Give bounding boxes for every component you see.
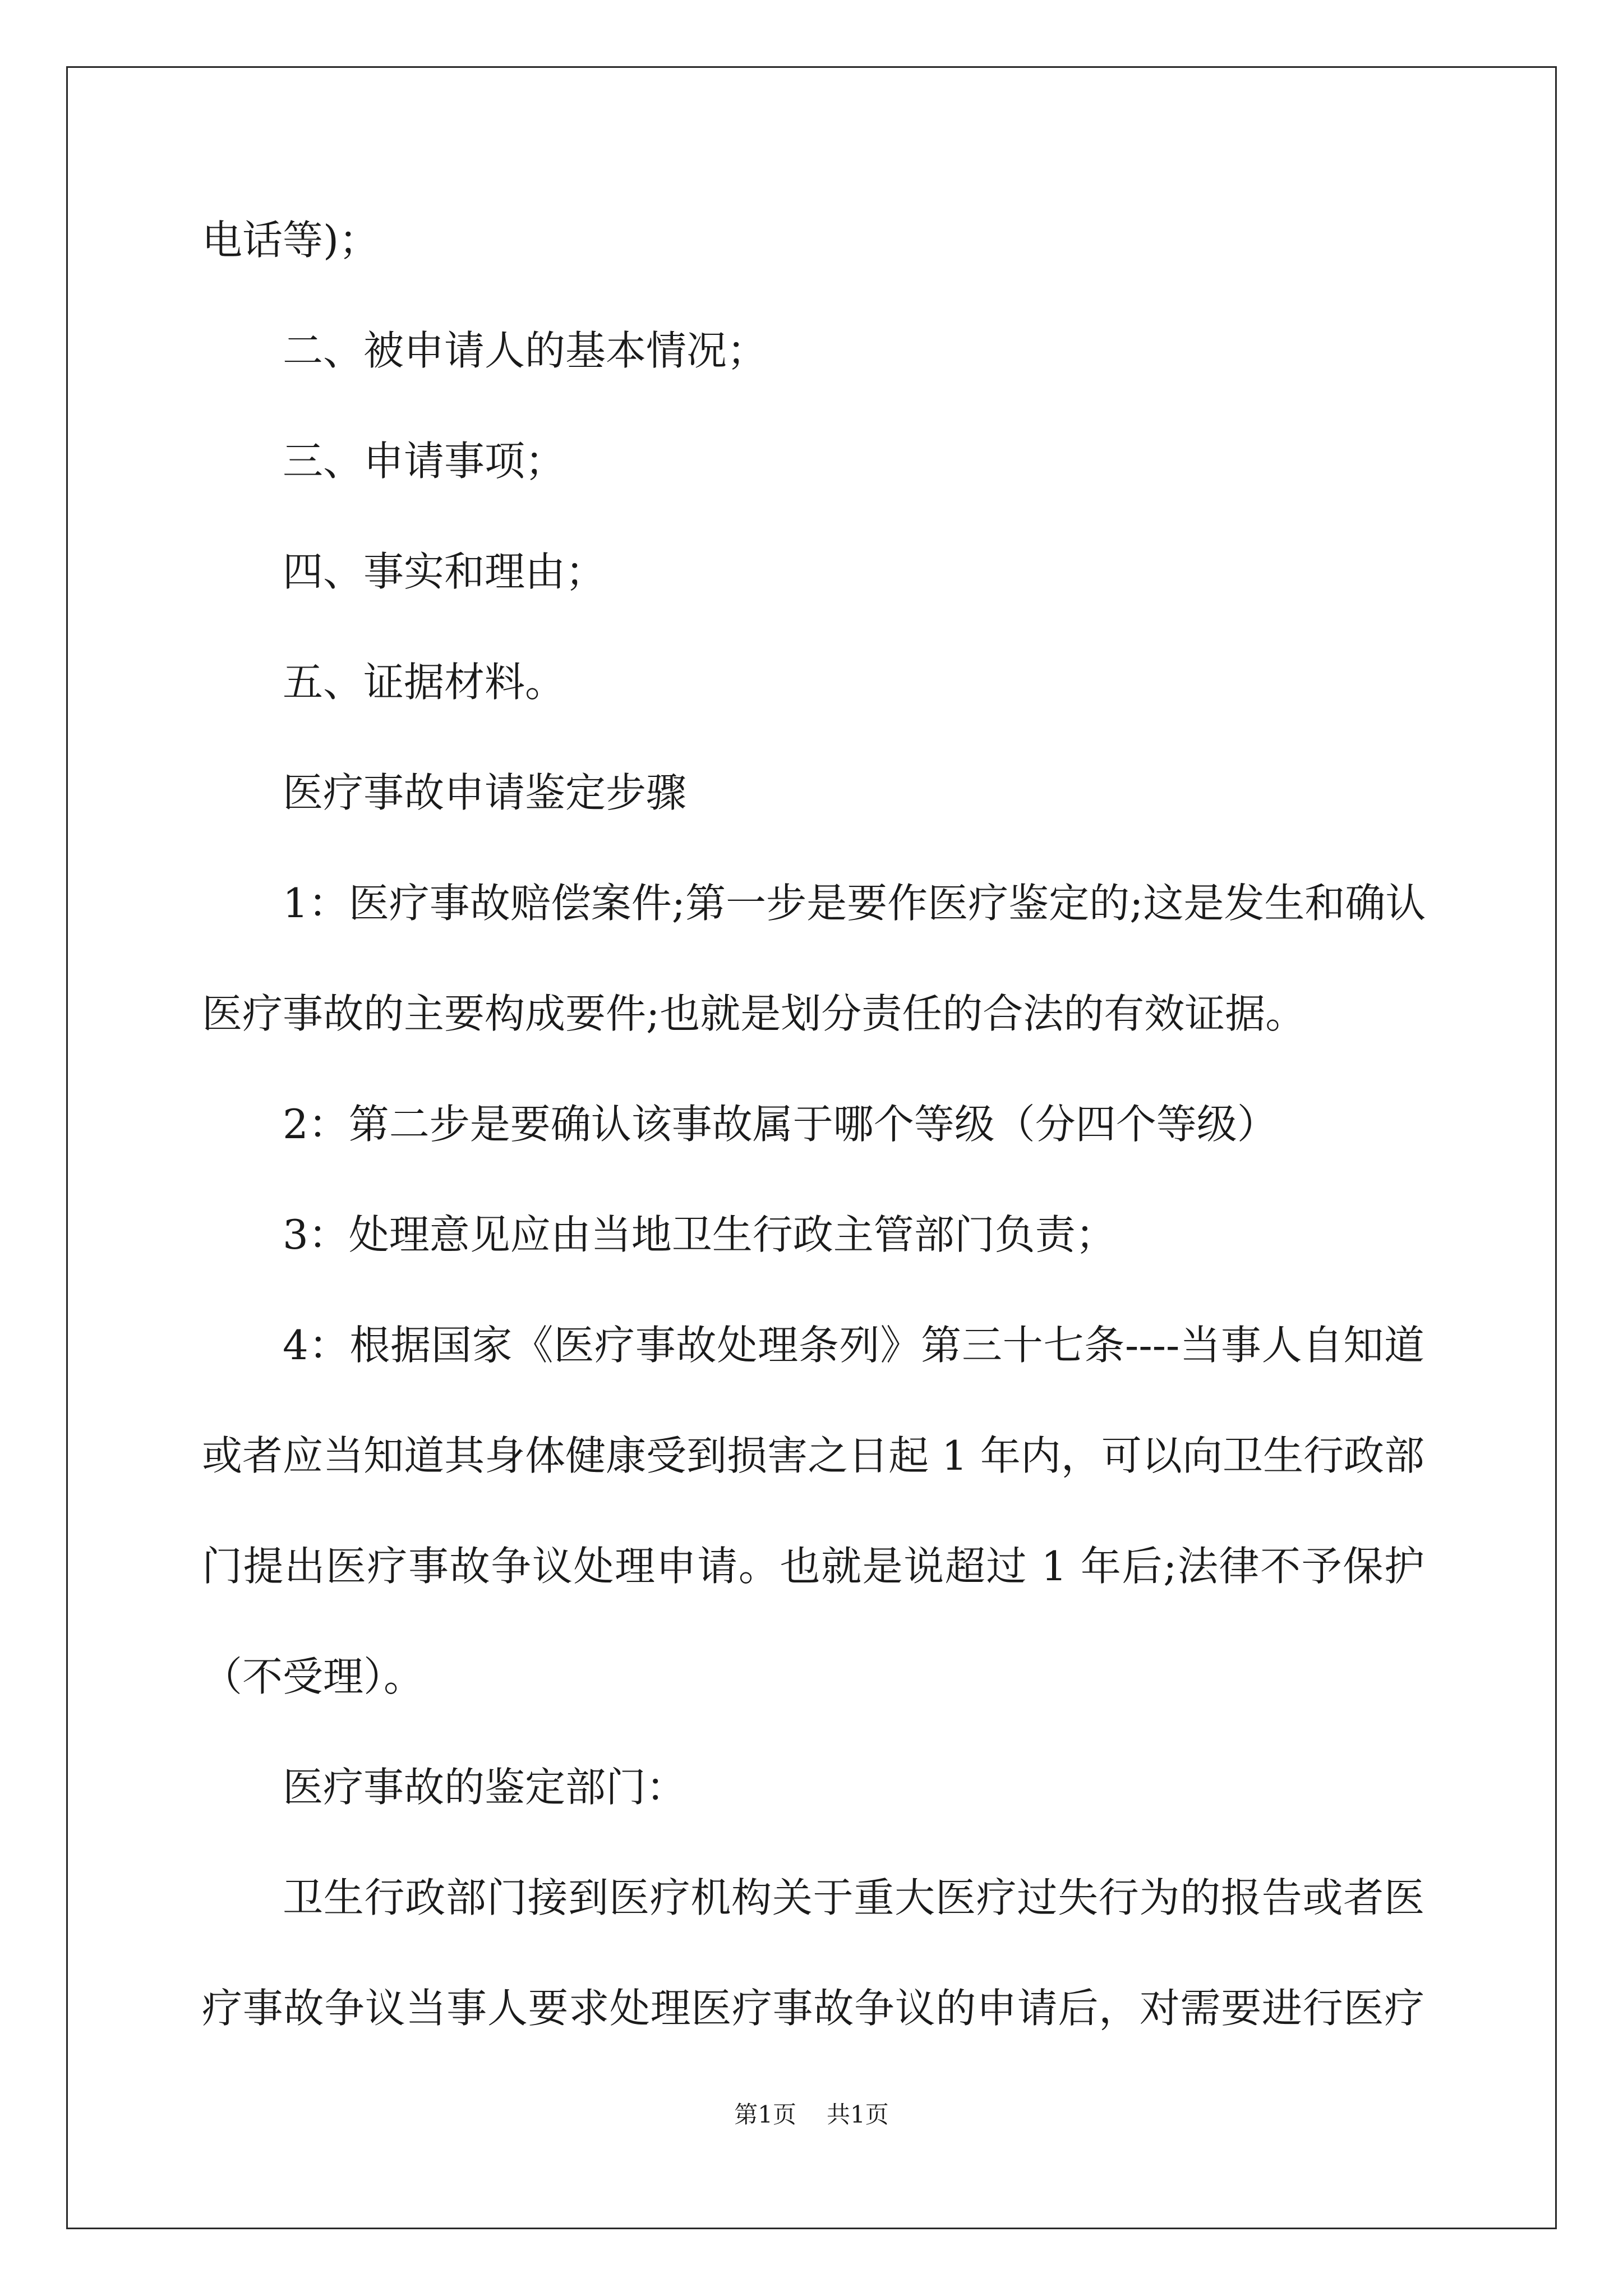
text-line: 电话等)； [202, 217, 380, 264]
text-line: 疗事故争议当事人要求处理医疗事故争议的申请后，对需要进行医疗 [202, 1985, 1424, 2032]
section-heading: 医疗事故的鉴定部门： [283, 1764, 687, 1811]
text-line: 1：医疗事故赔偿案件;第一步是要作医疗鉴定的;这是发生和确认 [283, 880, 1426, 927]
page-number: 第1页 [734, 2101, 796, 2128]
text-line: 三、申请事项； [283, 438, 566, 485]
text-line: （不受理）。 [202, 1653, 425, 1700]
text-line: 医疗事故的主要构成要件;也就是划分责任的合法的有效证据。 [202, 990, 1306, 1037]
text-line: 五、证据材料。 [283, 659, 566, 706]
text-line: 或者应当知道其身体健康受到损害之日起 1 年内，可以向卫生行政部 [202, 1432, 1424, 1479]
text-line: 3：处理意见应由当地卫生行政主管部门负责； [283, 1211, 1116, 1258]
text-line: 二、被申请人的基本情况； [283, 327, 768, 374]
text-line: 门提出医疗事故争议处理申请。也就是说超过 1 年后;法律不予保护 [202, 1543, 1424, 1590]
text-line: 4：根据国家《医疗事故处理条列》第三十七条----当事人自知道 [283, 1322, 1424, 1369]
section-heading: 医疗事故申请鉴定步骤 [283, 769, 687, 816]
page-total: 共1页 [827, 2101, 889, 2128]
text-line: 卫生行政部门接到医疗机构关于重大医疗过失行为的报告或者医 [283, 1874, 1424, 1921]
page-footer [0, 2098, 1623, 2132]
text-line: 2：第二步是要确认该事故属于哪个等级（分四个等级） [283, 1101, 1278, 1148]
text-line: 四、事实和理由； [283, 548, 606, 595]
